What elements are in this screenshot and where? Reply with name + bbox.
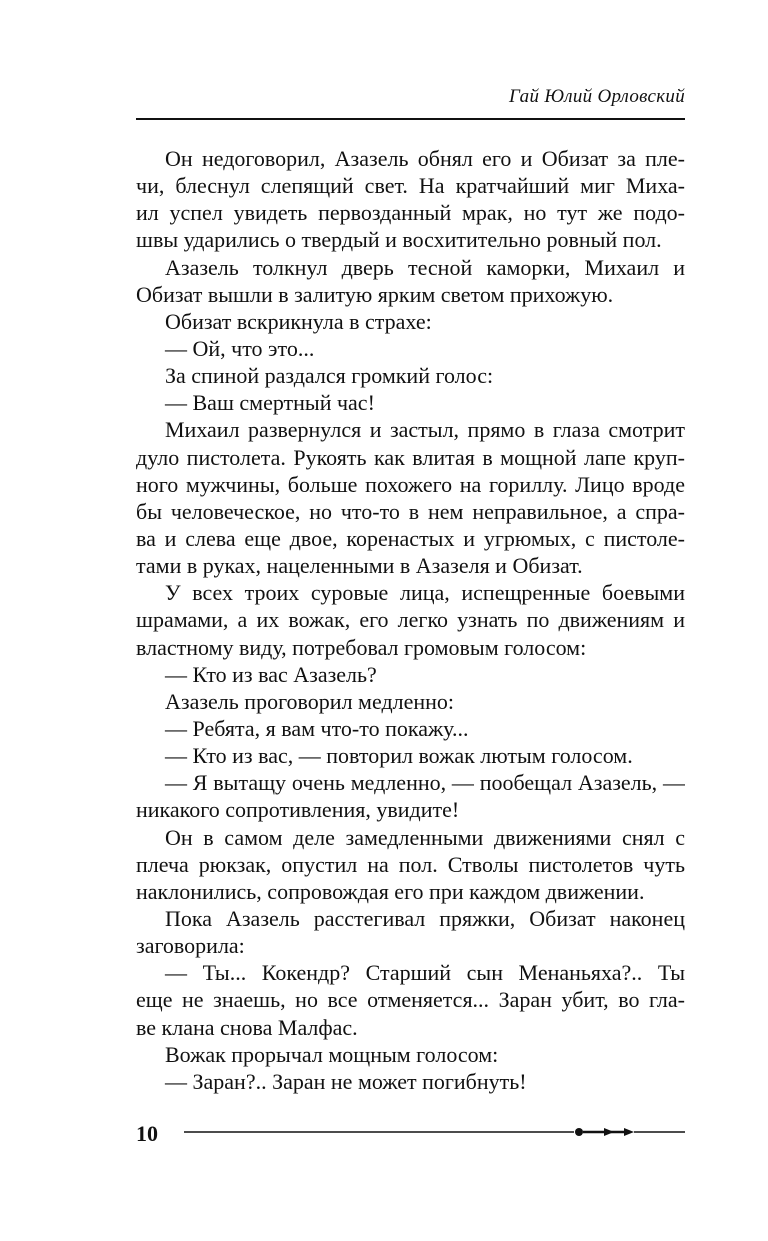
body-line: Азазель проговорил медленно: (165, 688, 455, 714)
body-line: тами в руках, нацеленными в Азазеля и Обизат. (136, 553, 583, 579)
body-line: швы ударились о твердый и восхитительно ровный пол. (136, 227, 662, 253)
body-line: За спиной раздался громкий голос: (165, 363, 494, 389)
running-header-author: Гай Юлий Орловский (509, 86, 685, 107)
body-line: У всех троих суровые лица, испещренные боевыми (165, 580, 685, 606)
body-line: — Кто из вас, — повторил вожак лютым голосом. (165, 743, 633, 769)
body-line: властному виду, потребовал громовым голосом: (136, 634, 587, 660)
running-header (136, 86, 685, 120)
page-number: 10 (136, 1121, 158, 1146)
body-line: еще не знаешь, но все отменяется... Заран убит, во гла- (136, 987, 685, 1013)
ornament-arrow-2 (624, 1128, 634, 1136)
body-line: — Кто из вас Азазель? (165, 661, 377, 687)
body-line: наклонились, сопровождая его при каждом движении. (136, 878, 645, 904)
header-rule (136, 118, 685, 120)
body-line: бы человеческое, но что-то в нем неправильное, а спра- (136, 498, 685, 524)
body-line: ва и слева еще двое, коренастых и угрюмых, с пистоле- (136, 525, 685, 551)
page-footer (136, 1118, 685, 1152)
body-line: — Ой, что это... (165, 335, 315, 361)
body-line: — Ваш смертный час! (165, 390, 375, 416)
ornament-dot (575, 1128, 583, 1136)
body-line: чи, блеснул слепящий свет. На кратчайший миг Миха- (136, 173, 685, 199)
body-line: Пока Азазель расстегивал пряжки, Обизат наконец (165, 905, 685, 931)
body-line: заговорила: (136, 933, 245, 959)
body-line: шрамами, а их вожак, его легко узнать по движениям и (136, 607, 685, 633)
body-line: — Ребята, я вам что-то покажу... (165, 715, 469, 741)
body-line: ве клана снова Малфас. (136, 1014, 358, 1040)
body-line: — Ты... Кокендр? Старший сын Менаньяха?.. Ты (165, 960, 685, 986)
footer-ornament-rule (184, 1124, 685, 1140)
body-line: Обизат вскрикнула в страхе: (165, 308, 432, 334)
body-line: Вожак прорычал мощным голосом: (165, 1041, 499, 1067)
body-line: ного мужчины, больше похожего на гориллу. Лицо вроде (136, 471, 685, 497)
ornament-arrow-1 (604, 1128, 614, 1136)
body-text (136, 145, 685, 1105)
body-line: Азазель толкнул дверь тесной каморки, Михаил и (165, 254, 685, 280)
body-line: плеча рюкзак, опустил на пол. Стволы пистолетов чуть (136, 851, 685, 877)
body-line: никакого сопротивления, увидите! (136, 797, 460, 823)
body-line: Он в самом деле замедленными движениями снял с (165, 824, 685, 850)
body-line: дуло пистолета. Рукоять как влитая в мощной лапе круп- (136, 444, 685, 470)
body-line: Обизат вышли в залитую ярким светом прихожую. (136, 281, 614, 307)
body-line: — Заран?.. Заран не может погибнуть! (165, 1068, 527, 1094)
body-line: — Я вытащу очень медленно, — пообещал Азазель, — (165, 770, 685, 796)
body-line: Михаил развернулся и застыл, прямо в глаза смотрит (165, 417, 685, 443)
body-line: ил успел увидеть первозданный мрак, но тут же подо- (136, 200, 685, 226)
body-line: Он недоговорил, Азазель обнял его и Обизат за пле- (165, 146, 685, 171)
